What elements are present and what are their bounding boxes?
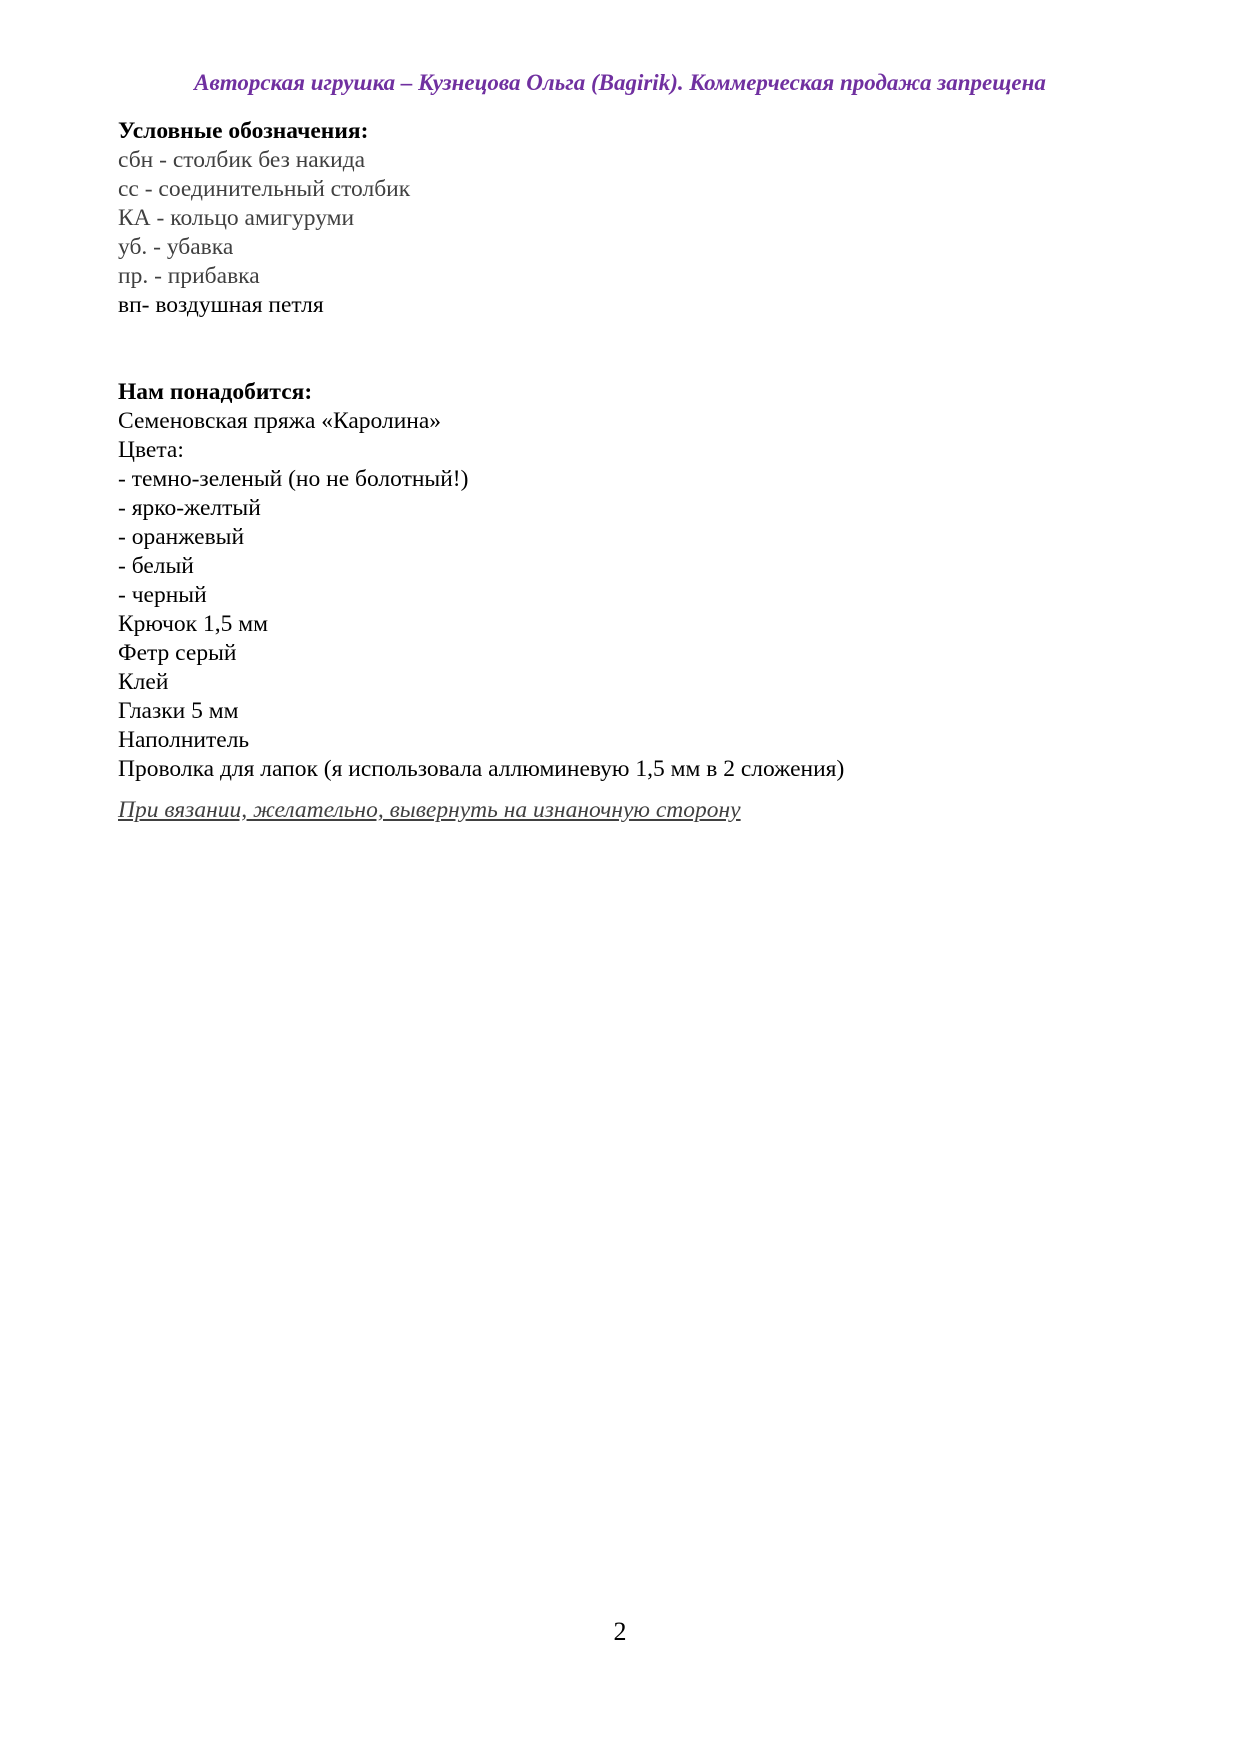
section-spacer (118, 784, 1128, 796)
page-number: 2 (613, 1617, 627, 1646)
knitting-note: При вязании, желательно, вывернуть на изнаночную сторону (118, 797, 741, 823)
materials-item: Клей (118, 669, 169, 695)
legend-item: пр. - прибавка (118, 263, 260, 289)
materials-color-item: - оранжевый (118, 524, 245, 550)
materials-item: Крючок 1,5 мм (118, 611, 268, 637)
page-content (118, 117, 1128, 825)
legend-item: вп- воздушная петля (118, 292, 324, 318)
section-spacer (118, 320, 1128, 378)
legend-title: Условные обозначения: (118, 118, 369, 144)
materials-color-item: - темно-зеленый (но не болотный!) (118, 466, 469, 492)
materials-colors-label: Цвета: (118, 437, 184, 463)
legend-item: КА - кольцо амигуруми (118, 205, 355, 231)
legend-item: сс - соединительный столбик (118, 176, 411, 202)
legend-item: уб. - убавка (118, 234, 234, 260)
materials-item: Глазки 5 мм (118, 698, 239, 724)
materials-item: Проволка для лапок (я использовала аллюминевую 1,5 мм в 2 сложения) (118, 756, 845, 782)
materials-item: Фетр серый (118, 640, 237, 666)
materials-yarn: Семеновская пряжа «Каролина» (118, 408, 442, 434)
materials-color-item: - черный (118, 582, 207, 608)
materials-title: Нам понадобится: (118, 379, 313, 405)
legend-item: сбн - столбик без накида (118, 147, 366, 173)
materials-item: Наполнитель (118, 727, 250, 753)
page-header: Авторская игрушка – Кузнецова Ольга (Bagirik). Коммерческая продажа запрещена (194, 70, 1046, 95)
materials-color-item: - белый (118, 553, 194, 579)
materials-color-item: - ярко-желтый (118, 495, 261, 521)
